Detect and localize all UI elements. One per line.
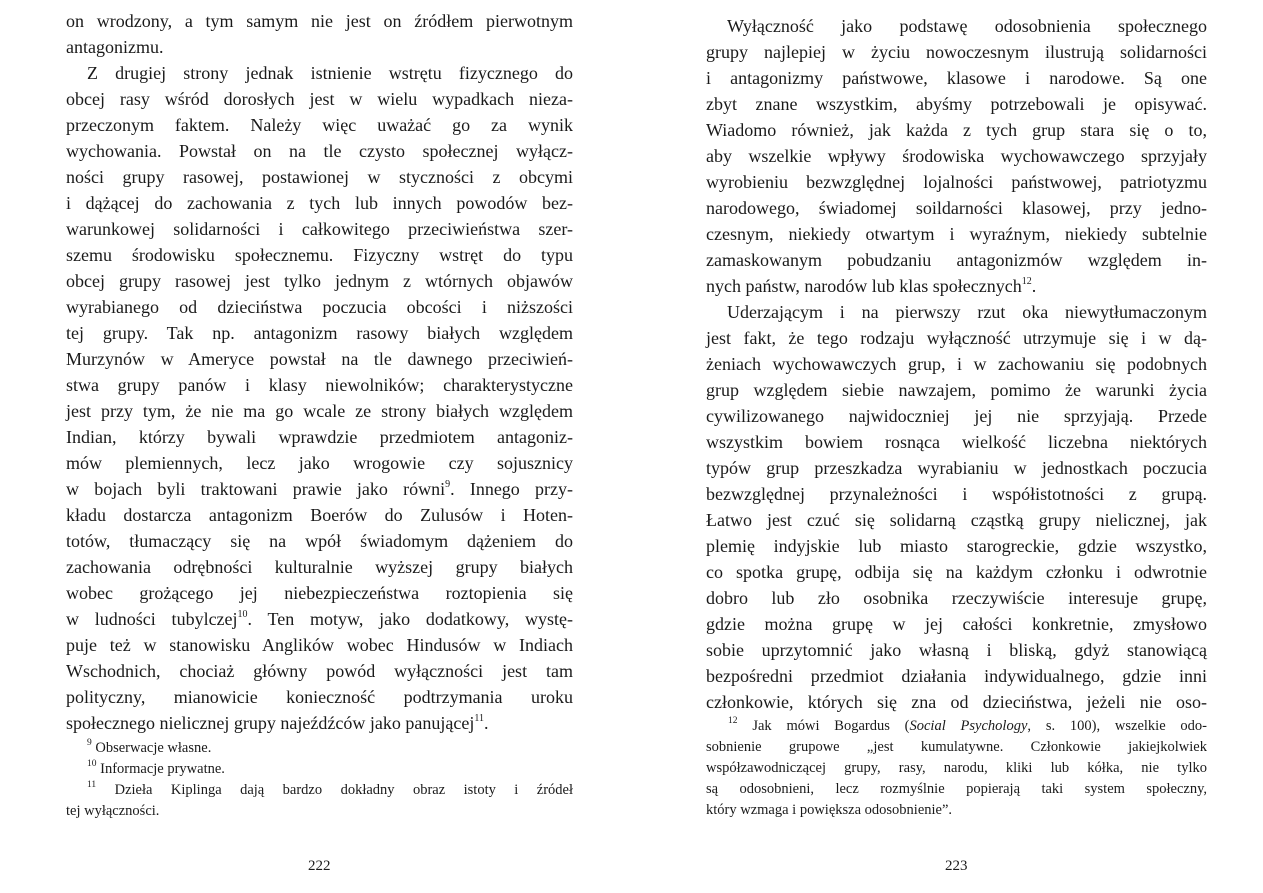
footnote-mark: 9 <box>87 738 92 749</box>
right-footnotes <box>706 716 1207 821</box>
text-line: cywilizowanego najwidoczniej jej nie sprzyjają. Przede <box>706 406 1207 426</box>
left-page-body <box>66 8 573 736</box>
text-line: szemu środowisku społecznemu. Fizyczny wstręt do typu <box>66 245 573 265</box>
text-line: Z drugiej strony jednak istnienie wstrętu fizycznego do <box>87 63 573 83</box>
text-segment: . <box>483 713 489 733</box>
text-line: jest fakt, że tego rodzaju wyłączność utrzymuje się i w dą- <box>706 328 1207 348</box>
footnote <box>66 780 573 801</box>
footnote-line: który wzmaga i powiększa odosobnienie”. <box>706 802 953 818</box>
text-line: wychowania. Powstał on na tle czysto społecznej wyłącz- <box>66 141 573 161</box>
page-number: 223 <box>945 858 968 874</box>
text-line: Uderzającym i na pierwszy rzut oka niewytłumaczonym <box>727 302 1207 322</box>
book-title: Social Psychology <box>909 718 1028 734</box>
text-line <box>706 273 1207 299</box>
footnote-ref: 10 <box>237 609 248 620</box>
right-page-body <box>706 13 1207 715</box>
text-line: sobie uprzytomnić jako własną i bliską, gdyż stanowiącą <box>706 640 1207 660</box>
text-line: Murzynów w Ameryce powstał na tle dawnego przeciwień- <box>66 349 573 369</box>
text-line: warunkowej solidarności i całkowitego przeciwieństwa szer- <box>66 219 573 239</box>
text-segment: . Innego przy- <box>450 479 573 499</box>
text-segment: . <box>1031 276 1037 296</box>
text-line: plemię indyjskie lub miasto starogreckie, gdzie wszystko, <box>706 536 1207 556</box>
text-line <box>66 710 573 736</box>
footnote-line: są odosobnieni, lecz rozmyślnie popierają taki system społeczny, <box>706 781 1207 797</box>
footnote-text: Obserwacje własne. <box>95 740 212 756</box>
text-line: tej grupy. Tak np. antagonizm rasowy białych względem <box>66 323 573 343</box>
footnote-continuation: tej wyłączności. <box>66 803 160 819</box>
text-line: Łatwo jest czuć się solidarną cząstką grupy nielicznej, jak <box>706 510 1207 530</box>
text-segment: nych państw, narodów lub klas społecznych <box>706 276 1022 296</box>
footnote-line: sobnienie grupowe „jest kumulatywne. Członkowie jakiejkolwiek <box>706 739 1207 755</box>
footnote-line: współzawodniczącej grupy, rasy, narodu, kliki lub kółka, nie tylko <box>706 760 1207 776</box>
text-line: jest przy tym, że nie ma go wcale ze strony białych względem <box>66 401 573 421</box>
text-line: bezwzględnej przynależności i współistotności z grupą. <box>706 484 1207 504</box>
footnote-mark: 11 <box>87 780 97 791</box>
footnote <box>66 738 573 759</box>
footnote-text: , s. 100), wszelkie odo- <box>1027 718 1208 734</box>
text-line: dobro lub zło osobnika rzeczywiście interesuje grupę, <box>706 588 1207 608</box>
text-line: zbyt znane wszystkim, abyśmy potrzebowali je opisywać. <box>706 94 1207 114</box>
text-line: i antagonizmy państwowe, klasowe i narodowe. Są one <box>706 68 1207 88</box>
text-line: aby wszelkie wpływy środowiska wychowawczego sprzyjały <box>706 146 1207 166</box>
text-line: Wyłączność jako podstawę odosobnienia społecznego <box>727 16 1207 36</box>
text-line: czesnym, niekiedy otwartym i wyraźnym, niekiedy subtelnie <box>706 224 1207 244</box>
text-line: przeczonym faktem. Należy więc uważać go za wynik <box>66 115 573 135</box>
text-line: stwa grupy panów i klasy niewolników; charakterystyczne <box>66 375 573 395</box>
text-line: obcej rasy wśród dorosłych jest w wielu wypadkach nieza- <box>66 89 573 109</box>
text-line: grupy najlepiej w życiu nowoczesnym ilustrują solidarności <box>706 42 1207 62</box>
text-line: antagonizmu. <box>66 37 164 57</box>
text-segment: w bojach byli traktowani prawie jako równi <box>66 479 446 499</box>
text-line: grup względem siebie nawzajem, pomimo że warunki życia <box>706 380 1207 400</box>
text-line: on wrodzony, a tym samym nie jest on źródłem pierwotnym <box>66 11 573 31</box>
footnote-ref: 9 <box>445 479 451 490</box>
text-line <box>66 476 573 502</box>
text-line: polityczny, mianowicie konieczność podtrzymania uroku <box>66 687 573 707</box>
footnote-text: Informacje prywatne. <box>100 761 225 777</box>
footnote-ref: 12 <box>1021 276 1032 287</box>
text-segment: w ludności tubylczej <box>66 609 238 629</box>
footnote-mark: 10 <box>87 759 97 770</box>
text-line: wszystkim bowiem rosnąca wielkość liczebna niektórych <box>706 432 1207 452</box>
text-line: wobec grożącego jej niebezpieczeństwa roztopienia się <box>66 583 573 603</box>
text-line: Indian, którzy bywali wprawdzie przedmiotem antagoniz- <box>66 427 573 447</box>
left-footnotes <box>66 738 573 822</box>
text-line: i dążącej do zachowania z tych lub innych powodów bez- <box>66 193 573 213</box>
text-segment: . Ten motyw, jako dodatkowy, wystę- <box>247 609 573 629</box>
text-segment: społecznego nielicznej grupy najeźdźców jako panującej <box>66 713 475 733</box>
text-line: zamaskowanym pobudzaniu antagonizmów względem in- <box>706 250 1207 270</box>
text-line: Wiadomo również, jak każda z tych grup stara się o to, <box>706 120 1207 140</box>
page-number: 222 <box>308 858 331 874</box>
footnote-text: Jak mówi Bogardus ( <box>752 718 910 734</box>
text-line: ności grupy rasowej, postawionej w styczności z obcymi <box>66 167 573 187</box>
footnote-text: Dzieła Kiplinga dają bardzo dokładny obraz istoty i źródeł <box>114 782 573 798</box>
text-line: typów grup przeszkadza wyrabianiu w jednostkach poczucia <box>706 458 1207 478</box>
text-line: wyrabianego od dzieciństwa poczucia obcości i niższości <box>66 297 573 317</box>
text-line: wyrobieniu bezwzględnej lojalności państwowej, patriotyzmu <box>706 172 1207 192</box>
text-line: totów, tłumaczący się na wpół świadomym dążeniem do <box>66 531 573 551</box>
footnote <box>66 759 573 780</box>
text-line <box>66 606 573 632</box>
text-line: obcej grupy rasowej jest tylko jednym z wtórnych objawów <box>66 271 573 291</box>
text-line: żeniach wychowawczych grup, i w zachowaniu się podobnych <box>706 354 1207 374</box>
text-line: bezpośredni przedmiot działania indywidualnego, gdzie inni <box>706 666 1207 686</box>
text-line: puje też w stanowisku Anglików wobec Hindusów w Indiach <box>66 635 573 655</box>
footnote <box>706 716 1207 737</box>
text-line: członkowie, których się zna od dzieciństwa, jeżeli nie oso- <box>706 692 1207 712</box>
text-line: mów plemiennych, lecz jako wrogowie czy sojusznicy <box>66 453 573 473</box>
text-line: narodowego, świadomej soildarności klasowej, przy jedno- <box>706 198 1207 218</box>
text-line: zachowania odrębności kulturalnie wyższej grupy białych <box>66 557 573 577</box>
text-line: co spotka grupę, odbija się na każdym członku i odwrotnie <box>706 562 1207 582</box>
text-line: Wschodnich, chociaż główny powód wyłączności jest tam <box>66 661 573 681</box>
text-line: kładu dostarcza antagonizm Boerów do Zulusów i Hoten- <box>66 505 573 525</box>
footnote-mark: 12 <box>728 716 738 727</box>
footnote-ref: 11 <box>474 713 484 724</box>
text-line: gdzie można grupę w jej całości konkretnie, zmysłowo <box>706 614 1207 634</box>
